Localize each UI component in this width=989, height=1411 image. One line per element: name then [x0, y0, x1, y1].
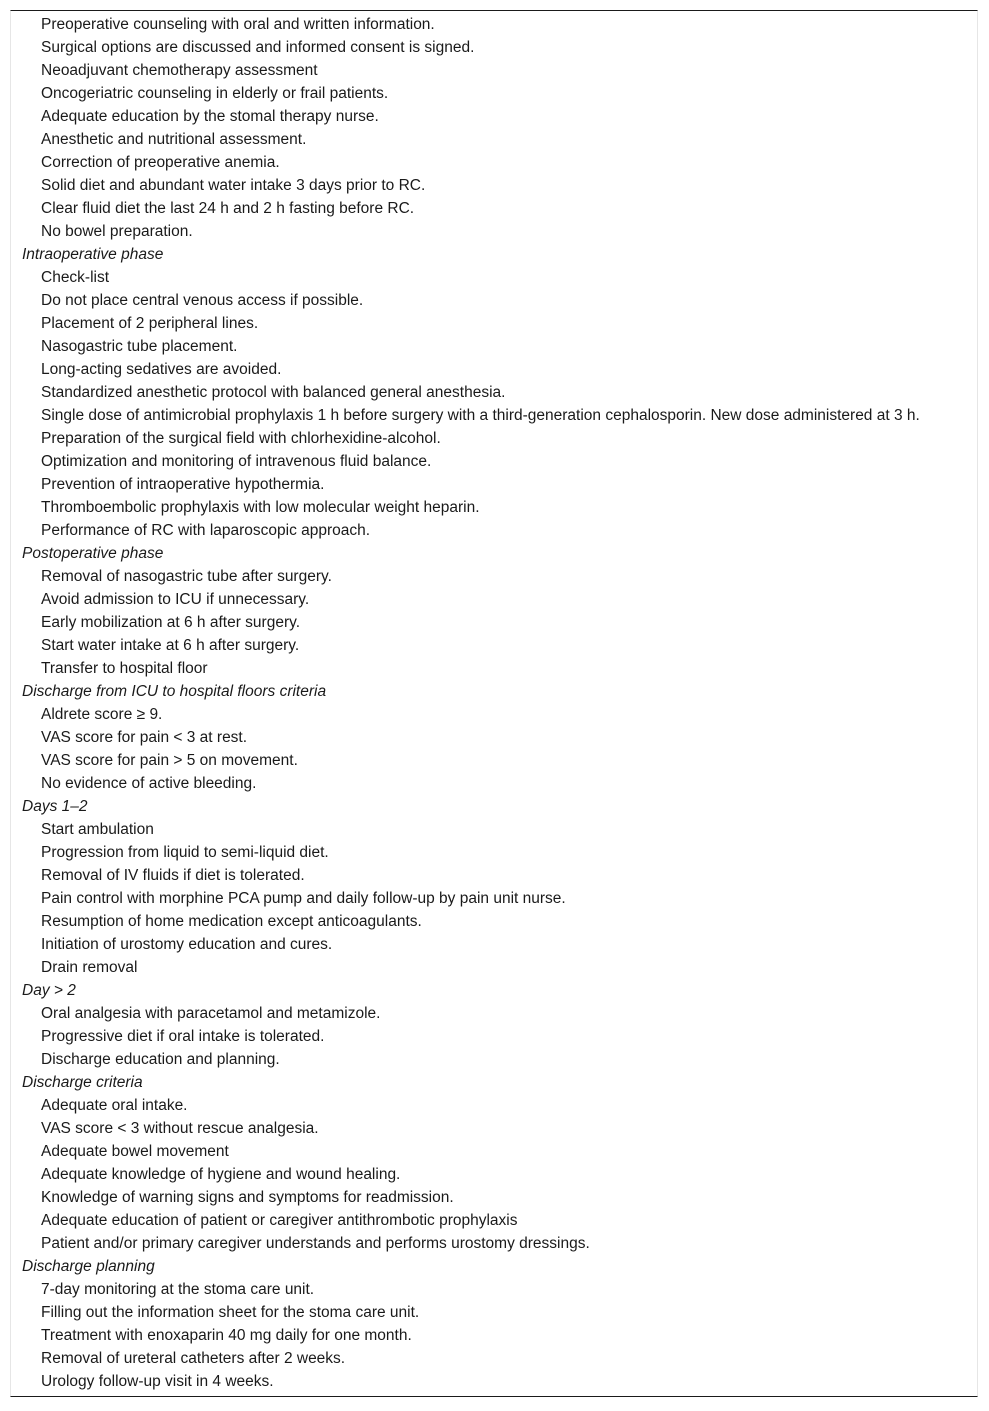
list-item: Placement of 2 peripheral lines.: [41, 315, 259, 332]
list-item: Performance of RC with laparoscopic approach.: [41, 522, 371, 539]
list-item: Long-acting sedatives are avoided.: [41, 361, 282, 378]
list-item: Urology follow-up visit in 4 weeks.: [41, 1373, 274, 1390]
list-item: Optimization and monitoring of intravenous fluid balance.: [41, 453, 432, 470]
section-heading: Postoperative phase: [22, 545, 164, 562]
list-item: Removal of ureteral catheters after 2 weeks.: [41, 1350, 346, 1367]
list-item: Transfer to hospital floor: [41, 660, 208, 677]
list-item: Avoid admission to ICU if unnecessary.: [41, 591, 310, 608]
list-item: Preparation of the surgical field with chlorhexidine-alcohol.: [41, 430, 441, 447]
list-item: Treatment with enoxaparin 40 mg daily for one month.: [41, 1327, 412, 1344]
list-item: Check-list: [41, 269, 110, 286]
list-item: Prevention of intraoperative hypothermia.: [41, 476, 325, 493]
list-item: No bowel preparation.: [41, 223, 193, 240]
list-item: Pain control with morphine PCA pump and daily follow-up by pain unit nurse.: [41, 890, 566, 907]
protocol-table: [10, 10, 978, 1397]
list-item: Knowledge of warning signs and symptoms for readmission.: [41, 1189, 454, 1206]
list-item: Adequate bowel movement: [41, 1143, 229, 1160]
list-item: Solid diet and abundant water intake 3 days prior to RC.: [41, 177, 426, 194]
list-item: Adequate knowledge of hygiene and wound healing.: [41, 1166, 401, 1183]
section-heading: Discharge criteria: [22, 1074, 143, 1091]
list-item: Single dose of antimicrobial prophylaxis 1 h before surgery with a third-generation cephalosporin. New dose administered at 3 h.: [41, 407, 920, 424]
list-item: Removal of nasogastric tube after surgery.: [41, 568, 332, 585]
list-item: Progressive diet if oral intake is tolerated.: [41, 1028, 325, 1045]
list-item: VAS score for pain < 3 at rest.: [41, 729, 248, 746]
list-item: Resumption of home medication except anticoagulants.: [41, 913, 422, 930]
list-item: Clear fluid diet the last 24 h and 2 h fasting before RC.: [41, 200, 415, 217]
list-item: 7-day monitoring at the stoma care unit.: [41, 1281, 315, 1298]
list-item: Patient and/or primary caregiver understands and performs urostomy dressings.: [41, 1235, 590, 1252]
list-item: Anesthetic and nutritional assessment.: [41, 131, 307, 148]
list-item: Filling out the information sheet for the stoma care unit.: [41, 1304, 420, 1321]
list-item: Removal of IV fluids if diet is tolerated.: [41, 867, 305, 884]
section-heading: Discharge planning: [22, 1258, 155, 1275]
list-item: Oncogeriatric counseling in elderly or frail patients.: [41, 85, 389, 102]
list-item: Start ambulation: [41, 821, 154, 838]
list-item: Start water intake at 6 h after surgery.: [41, 637, 300, 654]
section-heading: Days 1–2: [22, 798, 88, 815]
list-item: Preoperative counseling with oral and written information.: [41, 16, 435, 33]
list-item: Neoadjuvant chemotherapy assessment: [41, 62, 318, 79]
list-item: Initiation of urostomy education and cures.: [41, 936, 333, 953]
list-item: Oral analgesia with paracetamol and metamizole.: [41, 1005, 381, 1022]
list-item: Thromboembolic prophylaxis with low molecular weight heparin.: [41, 499, 480, 516]
list-item: Discharge education and planning.: [41, 1051, 280, 1068]
list-item: Surgical options are discussed and informed consent is signed.: [41, 39, 475, 56]
list-item: Adequate education by the stomal therapy nurse.: [41, 108, 379, 125]
section-heading: Intraoperative phase: [22, 246, 164, 263]
section-heading: Day > 2: [22, 982, 76, 999]
list-item: Progression from liquid to semi-liquid diet.: [41, 844, 329, 861]
list-item: Do not place central venous access if possible.: [41, 292, 364, 309]
list-item: Aldrete score ≥ 9.: [41, 706, 163, 723]
list-item: No evidence of active bleeding.: [41, 775, 257, 792]
list-item: VAS score < 3 without rescue analgesia.: [41, 1120, 319, 1137]
list-item: Adequate education of patient or caregiver antithrombotic prophylaxis: [41, 1212, 518, 1229]
list-item: Nasogastric tube placement.: [41, 338, 238, 355]
list-item: Standardized anesthetic protocol with balanced general anesthesia.: [41, 384, 506, 401]
list-item: Adequate oral intake.: [41, 1097, 188, 1114]
list-item: VAS score for pain > 5 on movement.: [41, 752, 298, 769]
list-item: Early mobilization at 6 h after surgery.: [41, 614, 301, 631]
list-item: Drain removal: [41, 959, 138, 976]
section-heading: Discharge from ICU to hospital floors criteria: [22, 683, 327, 700]
list-item: Correction of preoperative anemia.: [41, 154, 280, 171]
